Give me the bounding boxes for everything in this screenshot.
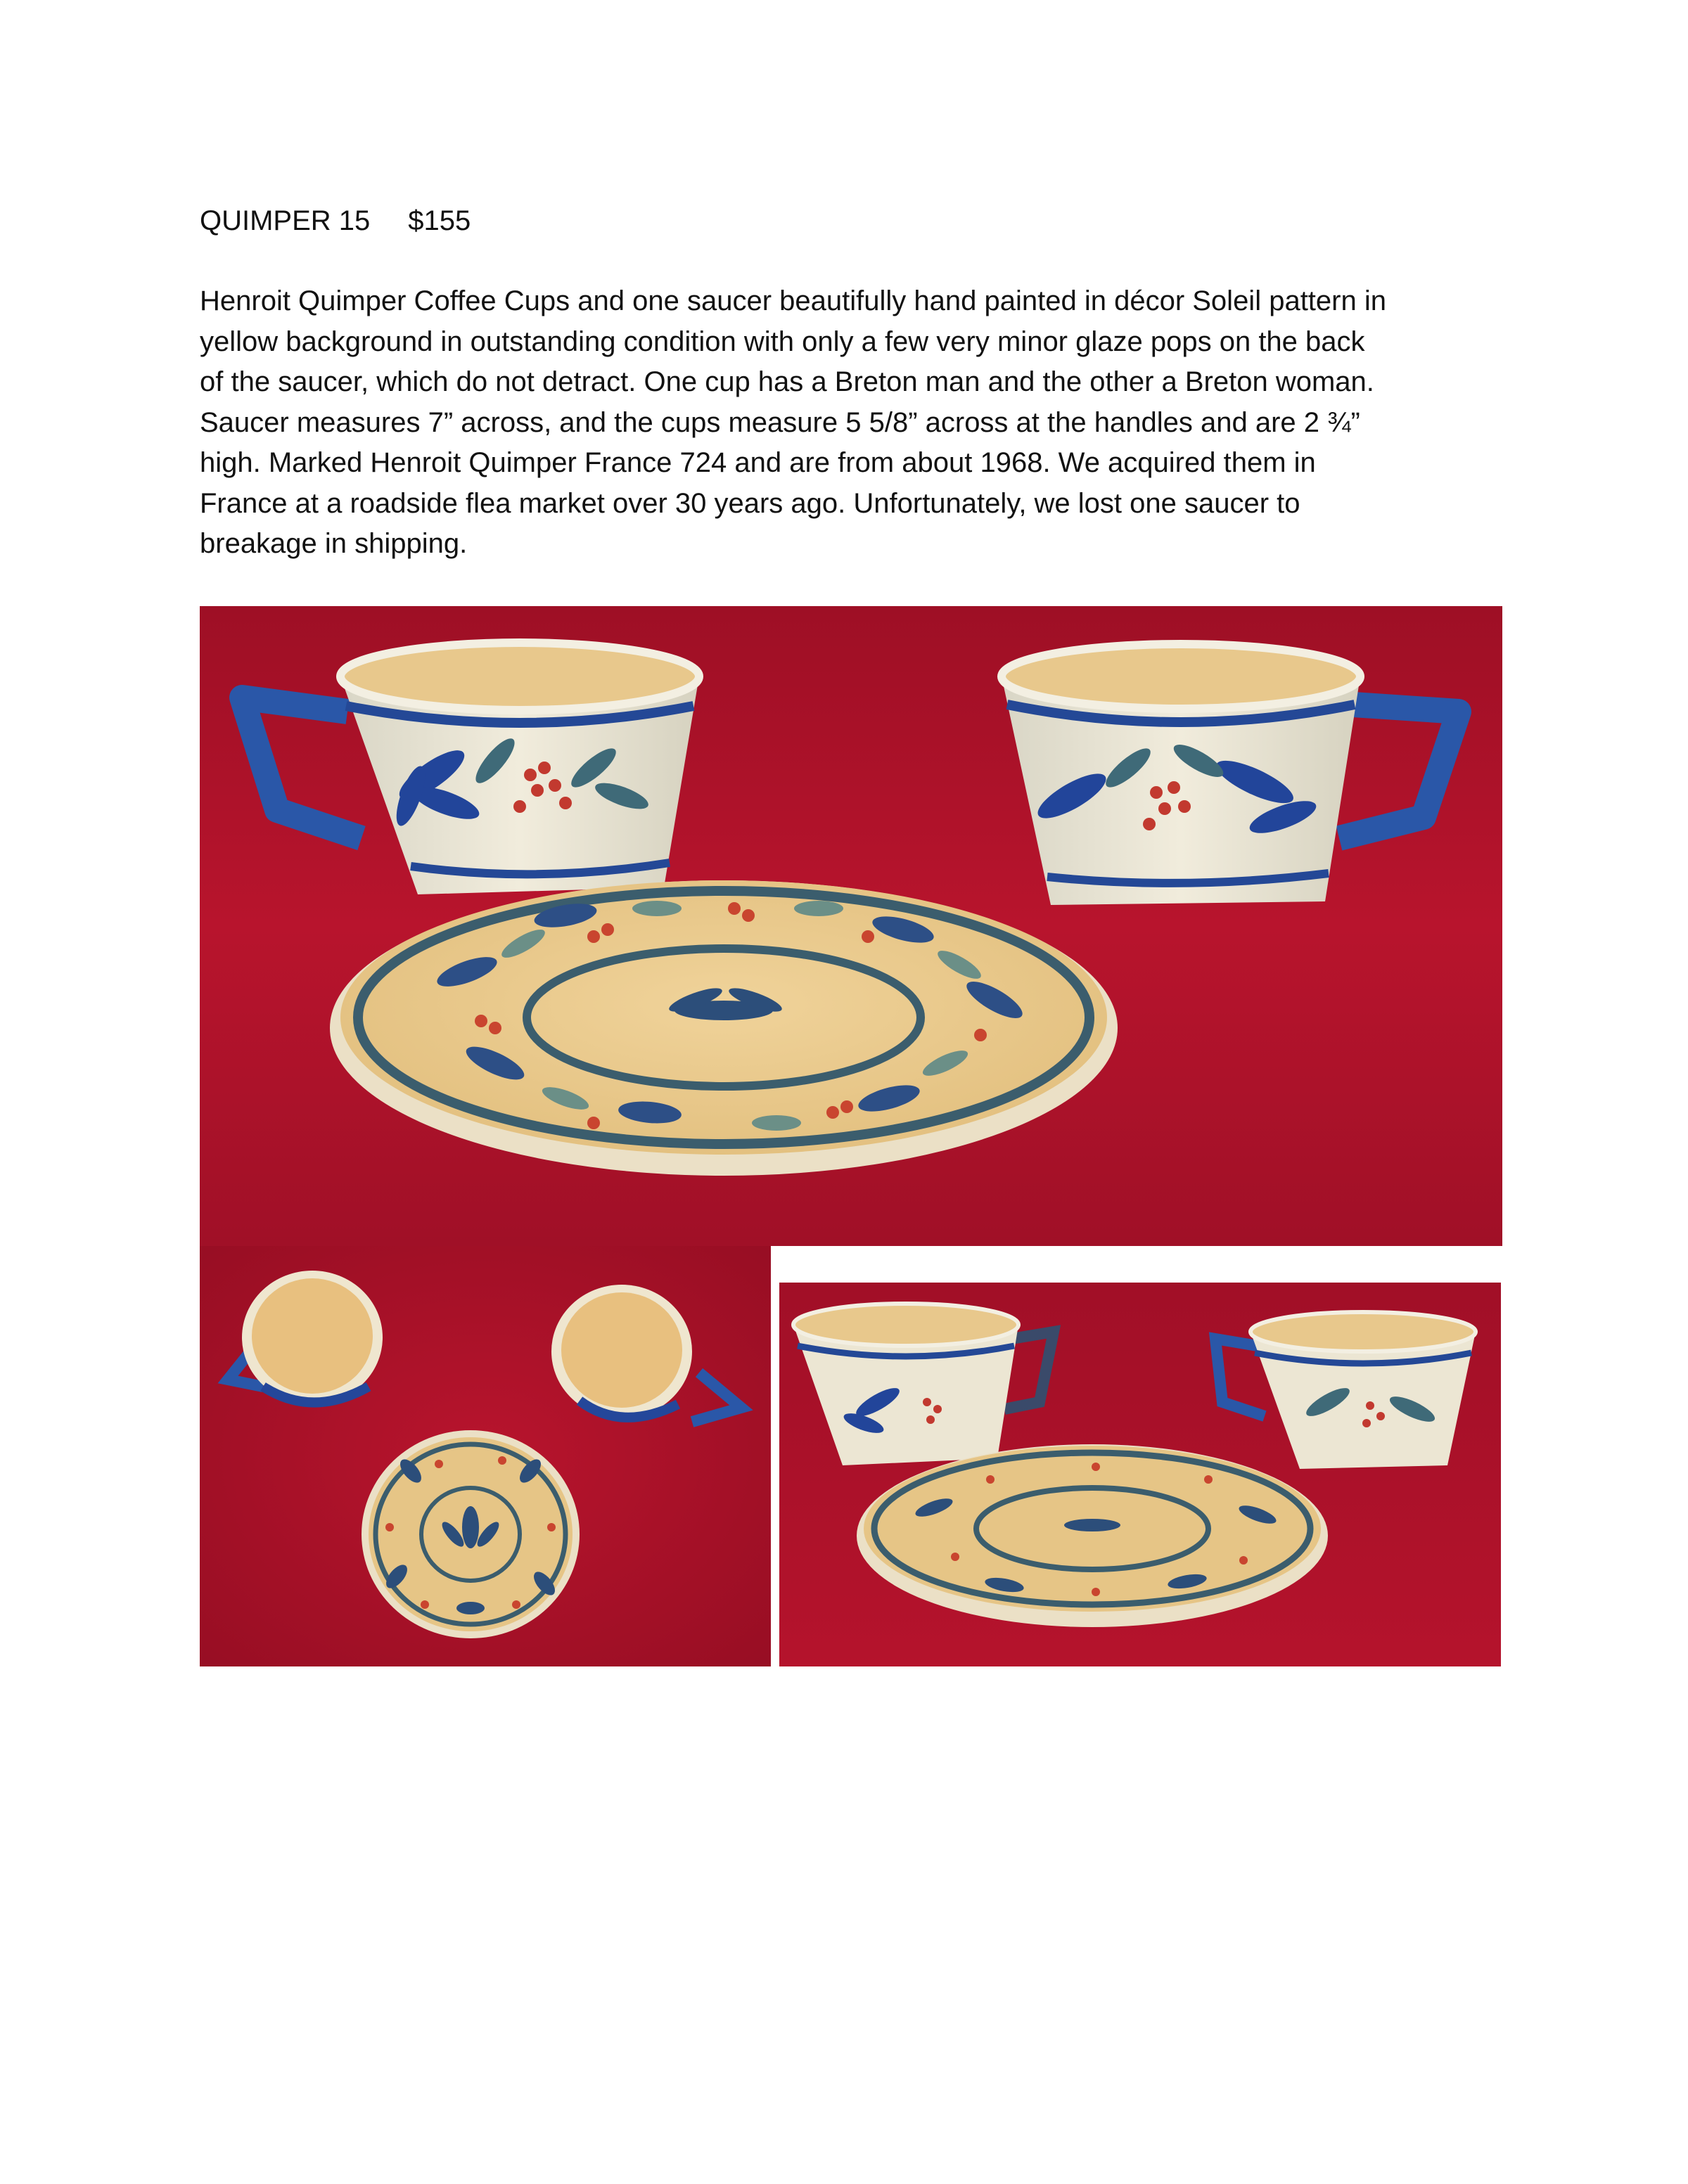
item-number: QUIMPER 15 [200, 205, 371, 236]
photo-side-view-image [779, 1283, 1501, 1666]
item-price: $155 [408, 205, 471, 236]
description-line: of the saucer, which do not detract. One cup has a Breton man and the other a Breton woman. [200, 366, 1374, 397]
photo-top-view [200, 1246, 771, 1666]
photo-side-view [779, 1283, 1501, 1666]
description-line: yellow background in outstanding condition with only a few very minor glaze pops on the back [200, 326, 1365, 357]
description-line: Henroit Quimper Coffee Cups and one saucer beautifully hand painted in décor Soleil pattern in [200, 285, 1386, 316]
description-line: high. Marked Henroit Quimper France 724 and are from about 1968. We acquired them in [200, 447, 1316, 478]
description-line: breakage in shipping. [200, 528, 468, 559]
listing-heading [200, 201, 471, 240]
photo-front-view-image [200, 606, 1502, 1246]
description-line: France at a roadside flea market over 30 years ago. Unfortunately, we lost one saucer to [200, 487, 1300, 519]
description-line: Saucer measures 7” across, and the cups measure 5 5/8” across at the handles and are 2 ¾” [200, 406, 1360, 438]
photo-top-view-image [200, 1246, 771, 1666]
photo-front-view [200, 606, 1502, 1246]
item-description [200, 281, 1508, 565]
